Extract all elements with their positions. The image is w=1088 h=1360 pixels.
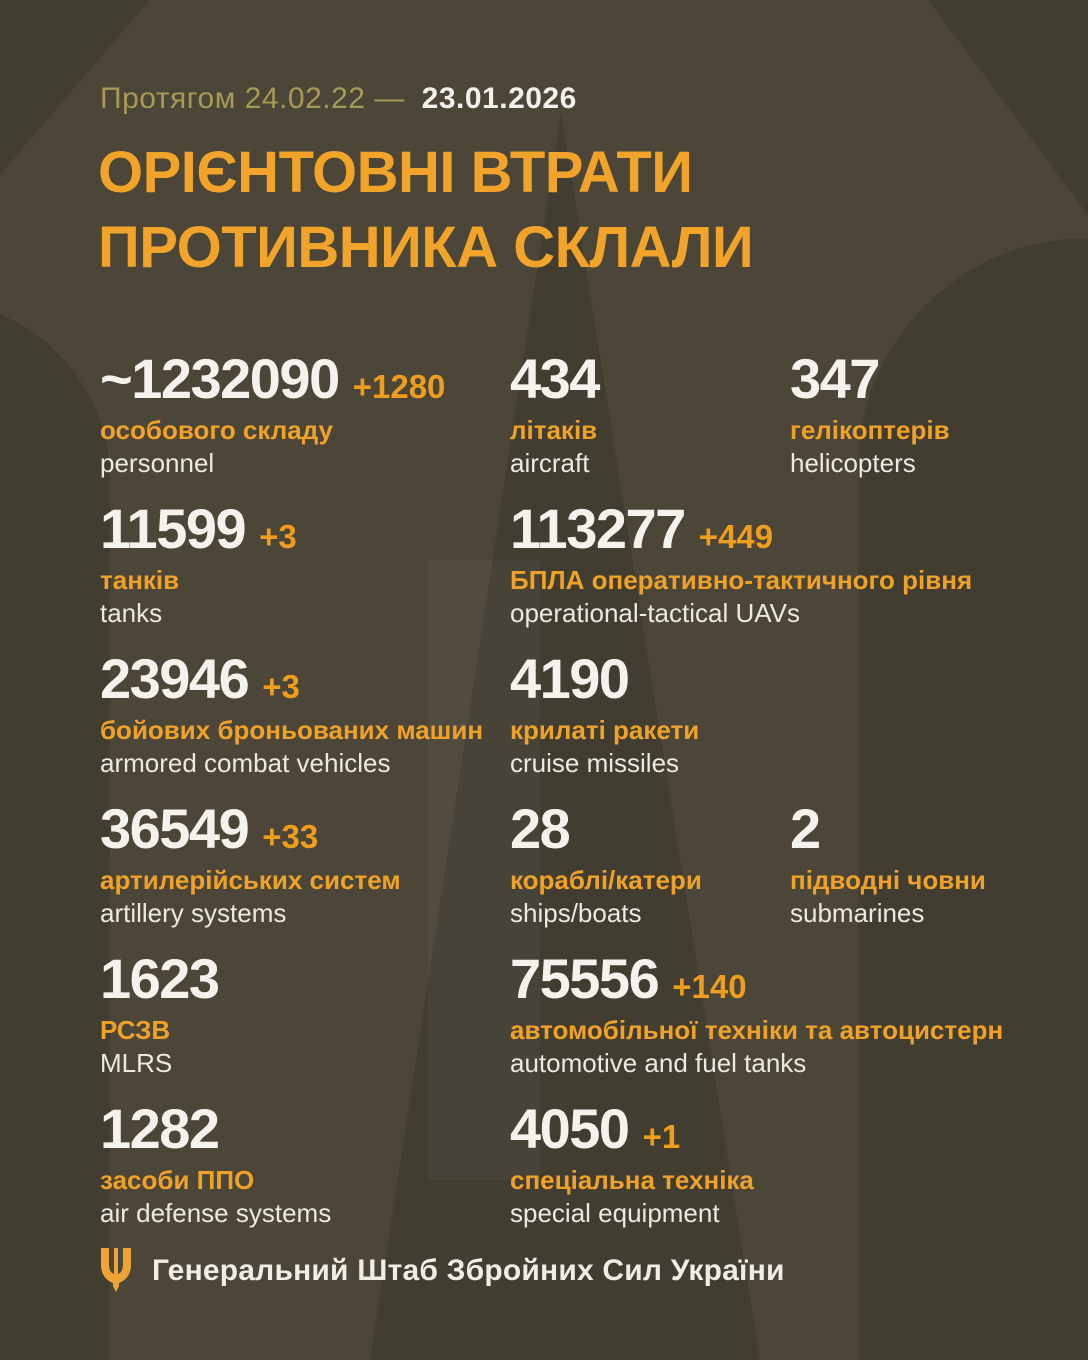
stat-value: 4050 — [510, 1097, 629, 1160]
stat-delta: +33 — [262, 818, 319, 855]
trident-watermark-left — [0, 300, 110, 1360]
stat-label-uk: підводні човни — [790, 864, 986, 895]
stat-label-uk: гелікоптерів — [790, 414, 950, 445]
stat-label-uk: артилерійських систем — [100, 864, 401, 895]
stat-value: 75556 — [510, 947, 659, 1010]
stat-label-en: operational-tactical UAVs — [510, 597, 800, 628]
stat-cruise-missiles — [510, 647, 940, 778]
stat-label-uk: крилаті ракети — [510, 714, 700, 745]
page-title-line2: ПРОТИВНИКА СКЛАЛИ — [98, 214, 754, 280]
stat-mlrs — [100, 947, 530, 1078]
stat-label-uk: автомобільної техніки та автоцистерн — [510, 1014, 1004, 1045]
stat-label-en: tanks — [100, 597, 163, 628]
stat-value: 1282 — [100, 1097, 219, 1160]
trident-icon — [100, 1248, 132, 1294]
footer — [100, 1248, 785, 1294]
stat-automotive — [510, 947, 1070, 1078]
stat-personnel — [100, 347, 530, 478]
stat-label-uk: БПЛА оперативно-тактичного рівня — [510, 564, 973, 595]
stat-label-uk: РСЗВ — [100, 1014, 171, 1045]
stat-delta: +449 — [698, 518, 774, 555]
stat-label-en: artillery systems — [100, 897, 287, 928]
stat-label-en: special equipment — [510, 1197, 720, 1228]
stat-helicopters — [790, 347, 1088, 478]
stat-label-en: personnel — [100, 447, 215, 478]
stat-armored-vehicles — [100, 647, 530, 778]
stat-delta: +1280 — [352, 368, 446, 405]
stat-label-uk: танків — [100, 564, 180, 595]
stat-label-en: air defense systems — [100, 1197, 332, 1228]
stat-label-uk: засоби ППО — [100, 1164, 255, 1195]
stat-value: ~1232090 — [100, 347, 339, 410]
stat-value: 347 — [790, 347, 879, 410]
stat-label-en: cruise missiles — [510, 747, 680, 778]
page-title-line1: ОРІЄНТОВНІ ВТРАТИ — [98, 140, 693, 205]
stat-label-en: armored combat vehicles — [100, 747, 391, 778]
stat-value: 113277 — [510, 497, 685, 560]
stat-submarines — [790, 797, 1088, 928]
stat-value: 11599 — [100, 497, 246, 560]
stat-value: 434 — [510, 347, 599, 410]
stat-tanks — [100, 497, 530, 628]
stat-value: 28 — [510, 797, 570, 860]
stat-delta: +1 — [642, 1118, 681, 1155]
stat-value: 23946 — [100, 647, 249, 710]
stat-label-en: automotive and fuel tanks — [510, 1047, 807, 1078]
stat-delta: +3 — [262, 668, 300, 705]
stat-value: 4190 — [510, 647, 629, 710]
stat-label-uk: кораблі/катери — [510, 864, 702, 895]
stat-delta: +3 — [259, 518, 297, 555]
stat-value: 1623 — [100, 947, 219, 1010]
page-title — [98, 136, 753, 286]
stat-air-defense — [100, 1097, 530, 1228]
stat-label-uk: бойових броньованих машин — [100, 714, 484, 745]
stat-label-uk: спеціальна техніка — [510, 1164, 754, 1195]
date-range-end: 23.01.2026 — [421, 82, 577, 115]
stat-label-en: helicopters — [790, 447, 916, 478]
stat-label-uk: літаків — [510, 414, 598, 445]
stat-uavs — [510, 497, 1070, 628]
stat-value: 2 — [790, 797, 820, 860]
stat-label-en: aircraft — [510, 447, 590, 478]
stat-value: 36549 — [100, 797, 249, 860]
footer-org-name: Генеральний Штаб Збройних Сил України — [152, 1254, 785, 1287]
date-range-prefix: Протягом 24.02.22 — — [100, 82, 405, 115]
stat-delta: +140 — [672, 968, 747, 1005]
watermark-shape — [928, 0, 1088, 215]
stat-label-en: MLRS — [100, 1047, 173, 1078]
stat-label-en: submarines — [790, 897, 925, 928]
stat-label-uk: особового складу — [100, 414, 333, 445]
stat-label-en: ships/boats — [510, 897, 642, 928]
stat-artillery — [100, 797, 530, 928]
stat-special-equipment — [510, 1097, 1070, 1228]
date-range — [100, 82, 577, 116]
